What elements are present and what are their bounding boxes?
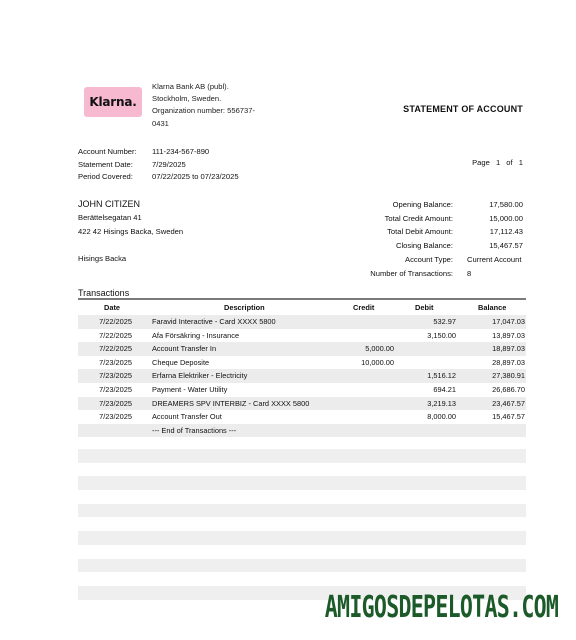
transactions-divider [78,298,526,300]
cell-description: Faravid Interactive - Card XXXX 5800 [152,317,276,326]
cell-debit: 532.97 [433,317,456,326]
cell-balance: 18,897.03 [492,344,525,354]
cell-debit: 3,219.13 [427,398,456,408]
empty-row [78,449,526,463]
table-row [78,356,526,370]
summary-value: 15,467.57 [489,241,523,251]
bank-line: Organization number: 556737- [152,106,256,116]
page-current: 1 [495,158,501,167]
cell-debit: 3,150.00 [427,330,456,340]
cell-balance: 15,467.57 [492,412,525,422]
page-indicator [472,158,523,167]
klarna-logo [84,87,142,117]
empty-row [78,559,526,573]
page-of: of [506,158,513,167]
statement-date: 7/29/2025 [152,159,186,169]
cell-date: 7/22/2025 [99,317,132,326]
summary-label: Number of Transactions: [370,268,453,278]
customer-address1: Berättelsegatan 41 [78,213,142,222]
page-label: Page [472,158,490,167]
page-total: 1 [518,158,523,167]
summary-label: Account Type: [405,254,453,264]
bank-info [152,81,272,130]
summary-value: 17,112.43 [489,227,523,237]
summary-label: Closing Balance: [396,241,453,251]
cell-description: Payment - Water Utility [152,384,228,394]
statement-title: STATEMENT OF ACCOUNT [403,104,523,114]
statement-date-label: Statement Date: [78,159,133,169]
header-balance: Balance [478,303,507,312]
table-header [78,302,526,314]
logo-text: Klarna. [89,95,137,109]
account-details [78,146,239,184]
empty-row [78,504,526,518]
empty-table-rows [78,449,526,613]
account-number-label: Account Number: [78,147,137,156]
cell-description: DREAMERS SPV INTERBIZ - Card XXXX 5800 [152,398,310,408]
cell-credit: 10,000.00 [361,357,394,367]
header-debit: Debit [415,303,434,312]
cell-balance: 17,047.03 [492,317,525,326]
cell-balance: 27,380.91 [492,371,525,381]
table-row [78,410,526,424]
transactions-table [78,315,526,437]
table-row [78,342,526,356]
cell-description: Account Transfer Out [152,412,222,422]
period-label: Period Covered: [78,172,133,182]
cell-balance: 13,897.03 [492,330,525,340]
header-description: Description [224,303,265,312]
cell-description: Account Transfer In [152,344,217,354]
cell-balance: 26,686.70 [492,384,525,394]
cell-description: Erfarna Elektriker - Electricity [152,371,248,381]
cell-debit: 694.21 [433,384,456,394]
table-row [78,383,526,397]
bank-line: Stockholm, Sweden. [152,94,222,104]
summary-value: Current Account [467,254,522,264]
empty-row [78,476,526,490]
customer-address2: 422 42 Hisings Backa, Sweden [78,227,184,236]
customer-city: Hisings Backa [78,254,127,263]
account-summary [293,198,523,280]
cell-date: 7/22/2025 [99,344,132,354]
cell-balance: 28,897.03 [492,357,525,367]
cell-date: 7/23/2025 [99,384,132,394]
bank-line: 0431 [152,118,169,128]
cell-balance: 23,467.57 [492,398,525,408]
cell-date: 7/23/2025 [99,412,132,422]
cell-debit: 1,516.12 [427,371,456,381]
cell-date: 7/23/2025 [99,398,132,408]
header-credit: Credit [353,303,375,312]
summary-value: 15,000.00 [489,213,523,223]
summary-value: 8 [467,268,472,278]
cell-credit: 5,000.00 [365,344,394,354]
header-date: Date [104,303,121,312]
summary-label: Total Debit Amount: [387,227,453,237]
account-number: 111-234-567-890 [152,147,210,156]
summary-value: 17,580.00 [489,200,523,209]
watermark: AMIGOSDEPELOTAS.COM [324,590,558,625]
customer-name: JOHN CITIZEN [78,199,140,209]
cell-debit: 8,000.00 [427,412,456,422]
cell-date: 7/22/2025 [99,330,132,340]
table-row [78,329,526,343]
cell-date: 7/23/2025 [99,357,132,367]
summary-label: Total Credit Amount: [384,213,453,223]
empty-row [78,531,526,545]
bank-line: Klarna Bank AB (publ). [152,82,229,91]
table-row [78,424,526,438]
period-covered: 07/22/2025 to 07/23/2025 [152,172,239,182]
table-row [78,369,526,383]
table-row [78,315,526,329]
cell-description: Afa Försäkring - Insurance [152,330,240,340]
table-row [78,397,526,411]
cell-description: Cheque Deposite [152,357,210,367]
transactions-title: Transactions [78,288,130,298]
summary-label: Opening Balance: [392,200,453,209]
cell-date: 7/23/2025 [99,371,132,381]
cell-description: --- End of Transactions --- [152,425,237,435]
